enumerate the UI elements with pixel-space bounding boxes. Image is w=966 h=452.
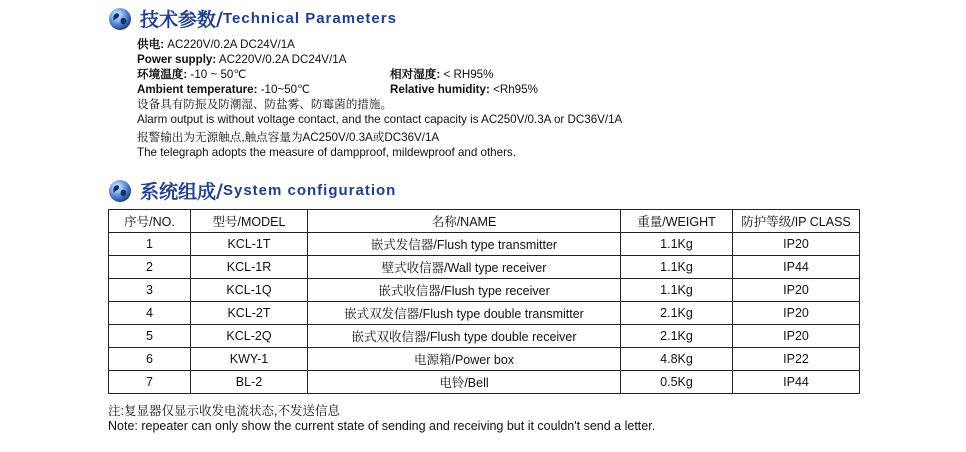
cell-weight: 2.1Kg [621, 325, 733, 348]
section-title-cn: 技术参数 [140, 9, 217, 31]
section-title-cn: 系统组成 [140, 181, 217, 203]
table-row [109, 302, 860, 325]
cell-weight: 2.1Kg [621, 302, 733, 325]
cell-ip-class: IP20 [733, 325, 860, 348]
cell-model: KCL-2Q [191, 325, 308, 348]
cell-model: KCL-1R [191, 256, 308, 279]
cell-name: 壁式收信器/Wall type receiver [308, 256, 621, 279]
environment-en [137, 82, 897, 97]
power-supply-en [137, 52, 897, 67]
cell-no: 1 [109, 233, 191, 256]
cell-model: BL-2 [191, 371, 308, 394]
globe-icon [108, 7, 132, 31]
table-row [109, 371, 860, 394]
globe-icon [108, 179, 132, 203]
cell-no: 2 [109, 256, 191, 279]
power-supply-cn [137, 37, 897, 52]
cell-ip-class: IP20 [733, 279, 860, 302]
cell-weight: 4.8Kg [621, 348, 733, 371]
cell-ip-class: IP44 [733, 371, 860, 394]
cell-model: KCL-1Q [191, 279, 308, 302]
power-cn-value: AC220V/0.2A DC24V/1A [164, 38, 295, 51]
humidity-cn-label: 相对湿度: [390, 68, 441, 81]
table-header-row [109, 210, 860, 233]
ambient-en-label: Ambient temperature: [137, 83, 258, 96]
power-en-value: AC220V/0.2A DC24V/1A [216, 53, 347, 66]
ambient-cn-label: 环境温度: [137, 68, 188, 81]
cell-no: 5 [109, 325, 191, 348]
section-title-en: System configuration [222, 182, 397, 199]
header-weight: 重量/WEIGHT [621, 210, 733, 233]
protection-cn: 设备具有防振及防潮湿、防盐雾、防霉菌的措施。 [137, 98, 393, 111]
footnote-cn: 注:复显器仅显示收发电流状态,不发送信息 [108, 404, 340, 418]
header-model: 型号/MODEL [191, 210, 308, 233]
header-no: 序号/NO. [109, 210, 191, 233]
cell-ip-class: IP20 [733, 233, 860, 256]
cell-no: 4 [109, 302, 191, 325]
header-ip-class: 防护等级/IP CLASS [733, 210, 860, 233]
humidity-en [390, 82, 538, 97]
ambient-cn-value: -10 ~ 50℃ [187, 68, 247, 81]
title-slash: / [216, 179, 223, 202]
table-row [109, 256, 860, 279]
cell-name: 嵌式发信器/Flush type transmitter [308, 233, 621, 256]
humidity-en-value: <Rh95% [489, 83, 538, 96]
cell-model: KWY-1 [191, 348, 308, 371]
table-row [109, 348, 860, 371]
cell-ip-class: IP22 [733, 348, 860, 371]
cell-name: 电源箱/Power box [308, 348, 621, 371]
cell-weight: 1.1Kg [621, 279, 733, 302]
technical-parameters [137, 37, 897, 160]
cell-no: 7 [109, 371, 191, 394]
cell-name: 电铃/Bell [308, 371, 621, 394]
alarm-output-en: Alarm output is without voltage contact, and the contact capacity is AC250V/0.3A or DC36V/1A [137, 113, 623, 126]
alarm-output-cn: 报警输出为无源触点,触点容量为AC250V/0.3A或DC36V/1A [137, 131, 440, 144]
cell-weight: 1.1Kg [621, 256, 733, 279]
cell-ip-class: IP44 [733, 256, 860, 279]
cell-weight: 0.5Kg [621, 371, 733, 394]
cell-name: 嵌式双发信器/Flush type double transmitter [308, 302, 621, 325]
telegraph-en: The telegraph adopts the measure of dampproof, mildewproof and others. [137, 146, 516, 159]
section-heading-technical-parameters [108, 5, 397, 32]
ambient-en-value: -10~50℃ [257, 83, 311, 96]
system-configuration-table [108, 209, 860, 394]
header-name: 名称/NAME [308, 210, 621, 233]
humidity-cn-value: < RH95% [440, 68, 494, 81]
environment-cn [137, 67, 897, 82]
humidity-cn [390, 67, 493, 82]
cell-model: KCL-1T [191, 233, 308, 256]
cell-no: 6 [109, 348, 191, 371]
cell-no: 3 [109, 279, 191, 302]
cell-weight: 1.1Kg [621, 233, 733, 256]
table-row [109, 325, 860, 348]
table-row [109, 279, 860, 302]
footnote-en: Note: repeater can only show the current state of sending and receiving but it couldn't send a letter. [108, 419, 656, 433]
cell-ip-class: IP20 [733, 302, 860, 325]
cell-name: 嵌式双收信器/Flush type double receiver [308, 325, 621, 348]
title-slash: / [216, 7, 223, 30]
section-title-en: Technical Parameters [222, 10, 397, 27]
table-row [109, 233, 860, 256]
cell-model: KCL-2T [191, 302, 308, 325]
footnote [108, 404, 655, 434]
power-en-label: Power supply: [137, 53, 217, 66]
section-heading-system-configuration [108, 177, 396, 204]
cell-name: 嵌式收信器/Flush type receiver [308, 279, 621, 302]
humidity-en-label: Relative humidity: [390, 83, 490, 96]
power-cn-label: 供电: [137, 38, 165, 51]
